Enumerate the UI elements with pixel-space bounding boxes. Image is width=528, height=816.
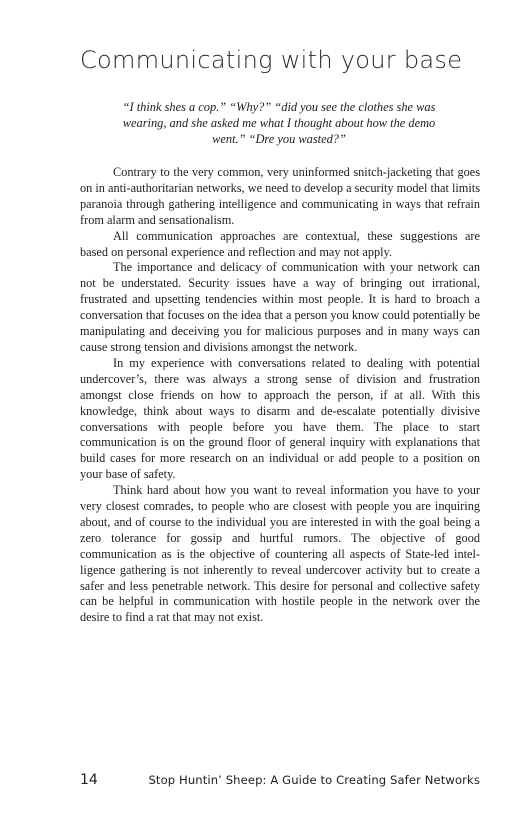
page-number: 14 (80, 772, 98, 788)
paragraph: All communication approaches are contextual, these suggestions are based on personal experience and reflection and may not apply. (80, 228, 480, 259)
body-text (80, 165, 480, 626)
paragraph: Contrary to the very common, very uninformed snitch-jacketing that goes on in anti-authoritarian networks, we need to develop a security model that limits paranoia through gathering intelligence and communicating in ways that refrain from alarm and sensationalism. (80, 165, 480, 227)
paragraph: In my experience with conversations related to dealing with potential undercover’s, there was always a strong sense of division and frustration amongst close friends on how to approach the person, if at all. With this knowledge, think about ways to disarm and de-escalate potentially divisive conversations with people before you have them. The place to start communication is on the ground floor of general inquiry with explanations that build cases for more research on an individual or add people to a position on your base of safety. (80, 355, 480, 482)
running-title: Stop Huntin’ Sheep: A Guide to Creating Safer Networks (148, 773, 480, 787)
section-title: Communicating with your base (80, 46, 463, 74)
page-footer (80, 772, 480, 790)
epigraph-quote: “I think shes a cop.” “Why?” “did you see the clothes she was wearing, and she asked me what I thought about how the demo went.” “Dre you wasted?” (122, 100, 436, 146)
paragraph: The importance and delicacy of communication with your network can not be understated. Security issues have a way of bringing out irrational, frustrated and upsetting tendencies within most people. It is hard to broach a conversation that focuses on the idea that a person you know could potentially be manipulating and deceiving you for malicious purposes and in many ways can cause strong tension and divisions amongst the network. (80, 260, 480, 354)
paragraph: Think hard about how you want to reveal information you have to your very closest comrades, to people who are closest with people you are inquiring about, and of course to the individual you are interested in with the goal being a zero tolerance for gossip and hurtful rumors. The objective of good communication as is the objective of countering all aspects of State-led intelligence gathering is not inherently to reveal undercover activity but to create a safer and less penetrable network. This desire for personal and collective safety can be helpful in communication with hostile people in the network over the desire to find a rat that may not exist. (80, 483, 480, 625)
